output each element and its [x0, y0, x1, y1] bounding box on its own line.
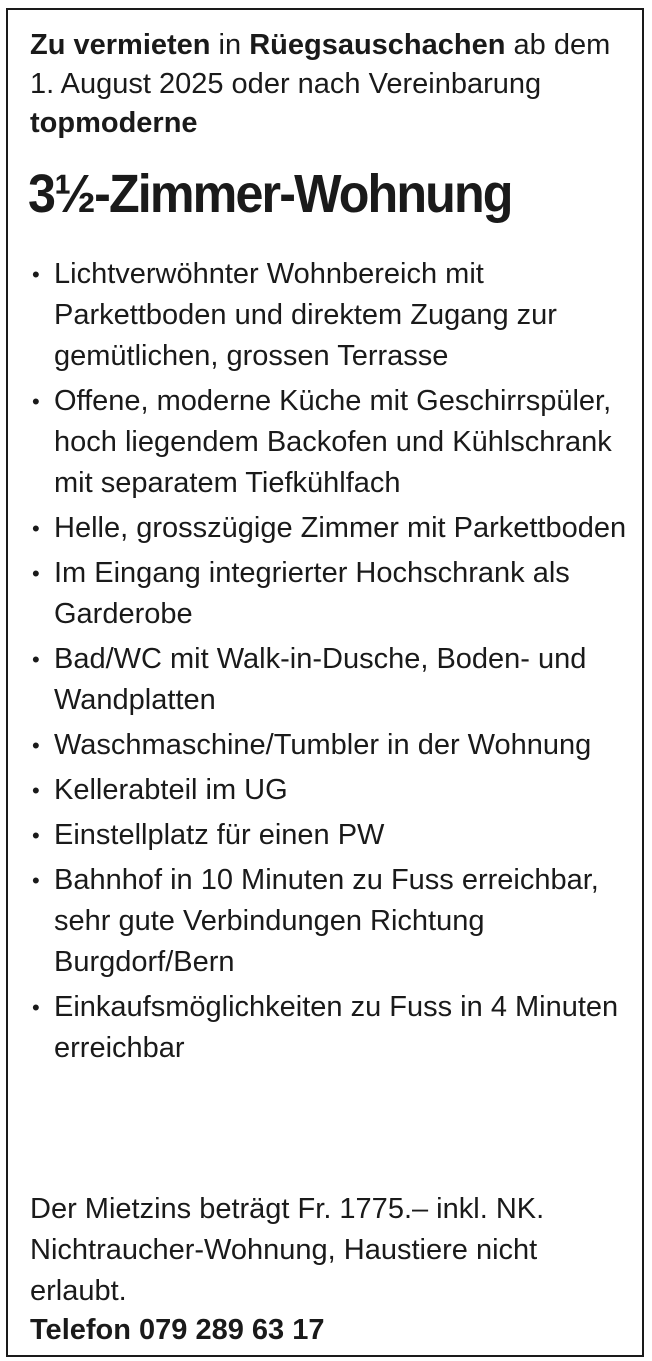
list-item — [30, 508, 630, 549]
bullet-icon: • — [32, 262, 40, 287]
phone-number: Telefon 079 289 63 17 — [30, 1314, 325, 1346]
list-item — [30, 381, 630, 504]
feature-text: Helle, grosszügige Zimmer mit Parkettboden — [54, 512, 627, 544]
feature-text: Waschmaschine/Tumbler in der Wohnung — [54, 729, 592, 761]
headline: 3½-Zimmer-Wohnung — [28, 164, 512, 224]
feature-text: Bad/WC mit Walk-in-Dusche, Boden- und Wandplatten — [54, 643, 587, 716]
list-item — [30, 815, 630, 856]
intro-in: in — [210, 29, 250, 61]
feature-text: Einkaufsmöglichkeiten zu Fuss in 4 Minuten erreichbar — [54, 991, 619, 1064]
intro-modern: topmoderne — [30, 107, 198, 139]
intro-location: Rüegsauschachen — [249, 29, 506, 61]
feature-text: Offene, moderne Küche mit Geschirrspüler, hoch liegendem Backofen und Kühlschrank mit separatem Tiefkühlfach — [54, 385, 612, 499]
rent-info: Der Mietzins beträgt Fr. 1775.– inkl. NK. Nichtraucher-Wohnung, Haustiere nicht erlaubt. — [30, 1193, 545, 1307]
feature-text: Bahnhof in 10 Minuten zu Fuss erreichbar, sehr gute Verbindungen Richtung Burgdorf/Bern — [54, 864, 599, 978]
list-item — [30, 553, 630, 635]
list-item — [30, 254, 630, 377]
feature-text: Kellerabteil im UG — [54, 774, 288, 806]
bullet-icon: • — [32, 733, 40, 758]
bullet-icon: • — [32, 389, 40, 414]
list-item — [30, 725, 630, 766]
bullet-icon: • — [32, 995, 40, 1020]
intro-for-rent: Zu vermieten — [30, 29, 211, 61]
feature-text: Lichtverwöhnter Wohnbereich mit Parkettboden und direktem Zugang zur gemütlichen, grossen Terrasse — [54, 258, 557, 372]
bullet-icon: • — [32, 516, 40, 541]
list-item — [30, 987, 630, 1069]
list-item — [30, 860, 630, 983]
intro-text — [30, 26, 630, 143]
bullet-icon: • — [32, 778, 40, 803]
list-item — [30, 639, 630, 721]
bullet-icon: • — [32, 823, 40, 848]
bullet-icon: • — [32, 868, 40, 893]
bullet-icon: • — [32, 561, 40, 586]
feature-list — [30, 254, 630, 1073]
intro-date: ab dem 1. August 2025 oder nach Vereinbarung — [30, 29, 611, 100]
feature-text: Einstellplatz für einen PW — [54, 819, 385, 851]
feature-text: Im Eingang integrierter Hochschrank als Garderobe — [54, 557, 570, 630]
list-item — [30, 770, 630, 811]
bullet-icon: • — [32, 647, 40, 672]
rental-ad — [6, 8, 644, 1357]
